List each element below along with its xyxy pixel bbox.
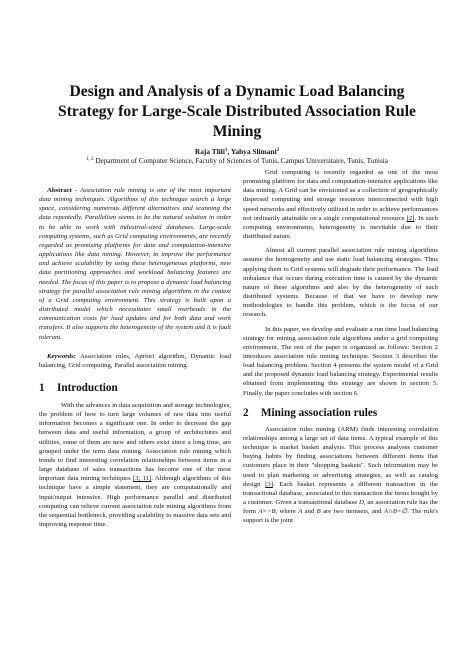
load-balancing-paragraph: Almost all current parallel association rule mining algorithms assume the homogeneity and use static load balancing strategies. Thus applying them to Grid systems will degrade their performance. The load imbalance that occurs during execution time is caused by the dynamic nature of these algorithms and also by the heterogeneity of such distributed systems. Because of that we have to develop new methodologies to handle this problem, which is the focus of our research. [243, 247, 438, 319]
author-1: Raja Tlili [194, 147, 225, 156]
author-2-affil-mark: 2 [276, 148, 280, 153]
arm-text: are two itemsets, and [320, 508, 384, 516]
intro-paragraph-1 [39, 401, 231, 529]
citation-link[interactable]: [3] [265, 480, 273, 488]
math-symbol: A [298, 508, 303, 516]
math-expression: A∩B=∅ [383, 508, 408, 516]
section-number: 1 [39, 381, 45, 394]
arm-text: and [302, 508, 317, 516]
keywords [39, 352, 231, 370]
math-symbol: D [359, 499, 364, 506]
math-symbol: B [316, 508, 321, 516]
paper-title: Design and Analysis of a Dynamic Load Balancing Strategy for Large-Scale Distributed Association Rule Mining [58, 83, 416, 140]
section-number: 2 [243, 406, 249, 419]
left-column [39, 186, 231, 529]
intro-text-a: With the advances in data acquisition and storage technologies, the problem of how to turn large volumes of raw data into useful information becomes a significant one. In order to decrease the gap between data and useful information, a group of architectures and utilities, some of them are new and others exist since a long time, are grouped under the term data mining. Association rule mining which trends to find interesting correlation relationships between items in a large database of sales transactions has become one of the most important data mining techniques [39, 401, 231, 483]
keywords-label: Keywords: [47, 352, 76, 360]
section-heading-mining-association-rules [243, 406, 438, 420]
grid-text-a: Grid computing is recently regarded as one of the most promising platform for data and computation-intensive applications like data mining. A Grid can be envisioned as a collection of geographically dispersed computing and storage resources interconnected with high speed networks and effectively utilized in order to achieve performances not ordinarily attainable on a single computational resource [243, 169, 438, 222]
author-separator: , [227, 147, 231, 156]
abstract-label: Abstract - [47, 187, 78, 194]
author-1-affil-mark: 1 [224, 148, 228, 153]
grid-paragraph [243, 168, 438, 241]
section-title: Introduction [57, 381, 118, 394]
keywords-text: Association rules, Apriori algorithm, Dynamic load balancing, Grid computing, Parallel association mining. [39, 352, 231, 369]
affiliation-text: Department of Computer Science, Faculty of Sciences of Tunis, Campus Universitaire, Tunis, Tunisia [93, 157, 388, 165]
math-expression: A=>B [258, 508, 276, 516]
grid-text-b: . In such computing environments, heterogeneity is inevitable due to their distributed nature. [243, 214, 438, 241]
citation-link[interactable]: [2] [406, 214, 415, 222]
arm-text: Association rules mining (ARM) finds interesting correlation relationships among a large set of data items. A typical example of this technique is market basket analysis. This process analyses customer buying habits by finding associations between different items that customers place in their "shopping baskets". Such information may be used to plan marketing or advertising strategies, as well as catalog design [243, 425, 438, 488]
right-column [243, 168, 438, 525]
authors [0, 147, 474, 156]
section-heading-introduction [39, 381, 231, 395]
affiliation [0, 157, 474, 165]
intro-text-b: . Although algorithms of this technique have a simple statement, they are computationally and input/output intensive. High performance parallel and distributed computing can relieve current association rule mining algorithms from the sequential bottleneck, providing scalability to massive data sets and improving response time. [39, 475, 231, 528]
section-title: Mining association rules [261, 406, 378, 419]
arm-text: . Each basket represents a different transaction in the transactional database, associated to this transaction the items bought by a customer. Given a transactional database [243, 480, 438, 506]
citation-link[interactable]: [3, 11] [133, 475, 152, 483]
abstract [39, 186, 231, 342]
arm-text: , where [275, 508, 299, 516]
arm-text: , an association rule has the form [243, 499, 438, 516]
affiliation-mark: 1, 2 [86, 157, 94, 162]
paper-outline-paragraph: In this paper, we develop and evaluate a run time load balancing strategy for mining association rule algorithms under a grid computing environment. The rest of the paper is organized as follows: Section 2 introduces association rule mining technique. Section 3 describes the load balancing problem. Section 4 presents the system model of a Grid and the proposed dynamic load balancing strategy. Experimental results obtained from implementing this strategy are shown in section 5. Finally, the paper concludes with section 6. [243, 325, 438, 397]
author-2: Yahya Slimani [230, 147, 277, 156]
arm-text: . The rule's support is the joint [243, 508, 439, 525]
arm-paragraph [243, 425, 438, 526]
abstract-text: Association rule mining is one of the most important data mining techniques. Algorithms of this technique search a large space, considering numerous different alternatives and scanning the data repeatedly. Parallelism seems to be the natural solution in order to be able to work with industrial-sized databases. Large-scale computing systems, such as Grid computing environments, are recently regarded as promising platforms for data and computation-intensive applications like data mining. However, to improve the performance and achieve scalability by using these heterogeneous platforms, new data partitioning approaches and workload balancing features are needed. The focus of this paper is to propose a dynamic load balancing strategy for parallel association rule mining algorithms in the context of a Grid computing environment. This strategy is built upon a distributed model which necessitates small overheads in the communication costs for load updates and for both data and work transfers. It also supports the heterogeneity of the system and it is fault tolerant. [39, 187, 231, 341]
